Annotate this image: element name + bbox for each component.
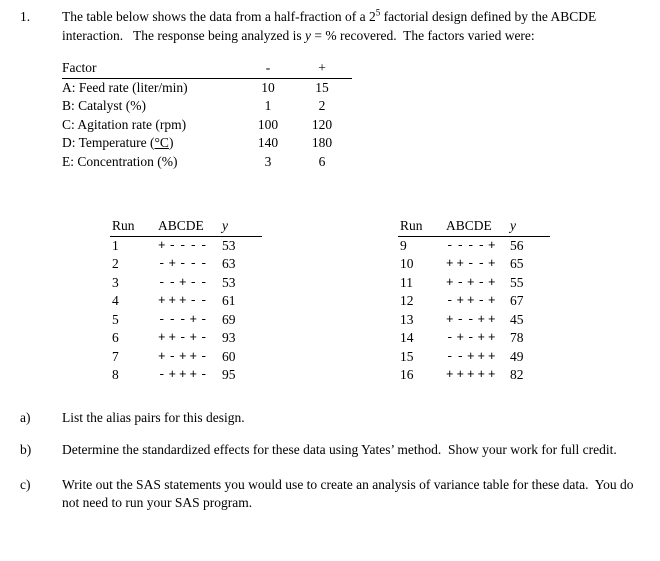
run-tables [110,217,646,385]
factor-minus-value: 3 [264,153,272,169]
run-y-value: 93 [222,330,236,345]
problem-intro [62,8,646,45]
run-signs: -+++- [158,368,211,382]
plus-level-header: + [318,60,326,75]
run-row-5 [110,311,262,330]
factor-row-b [62,97,352,116]
run-number: 10 [400,256,414,271]
run-y-value: 63 [222,256,236,271]
factor-row-e [62,153,352,172]
run-row-13 [398,311,550,330]
problem-body [62,8,646,385]
run-y-value: 67 [510,293,524,308]
run-table-left [110,217,262,385]
run-signs: +++++ [446,368,499,382]
run-y-value: 78 [510,330,524,345]
factor-plus-value: 15 [315,79,329,95]
run-y-value: 61 [222,293,236,308]
run-y-value: 60 [222,348,236,364]
part-a [20,409,660,428]
factor-minus-value: 100 [257,116,279,132]
run-y-value: 95 [222,367,236,382]
run-row-9 [398,237,550,256]
run-row-4 [110,292,262,311]
factor-row-c [62,116,352,135]
run-y-value: 53 [222,274,236,290]
run-number: 12 [400,293,414,308]
problem-1 [20,8,660,385]
run-number: 2 [112,256,119,271]
part-c-label: c) [20,476,31,492]
factor-minus-value: 10 [261,79,275,95]
run-row-14 [398,329,550,348]
run-y-value: 56 [510,237,524,253]
factor-plus-value: 120 [311,116,333,132]
run-signs: --+++ [446,349,499,364]
factor-plus-value: 6 [318,153,326,169]
run-signs: -+--- [158,257,211,271]
run-signs: +-+-+ [446,275,499,290]
run-row-15 [398,348,550,367]
run-row-12 [398,292,550,311]
intro-text-3: = % recovered. The factors varied were: [311,27,535,43]
run-y-value: 55 [510,274,524,290]
run-signs: +-++- [158,349,211,364]
factor-name-unit: °C [154,135,169,150]
run-y-value: 53 [222,237,236,253]
factor-name: B: Catalyst (%) [62,98,146,113]
run-row-1 [110,237,262,256]
intro-text-1: The table below shows the data from a half-fraction of a 2 [62,9,376,24]
run-y-value: 45 [510,311,524,327]
run-row-7 [110,348,262,367]
part-b-label: b) [20,442,32,457]
run-number: 11 [400,274,413,290]
run-header: Run [112,218,135,233]
run-y-value: 49 [510,348,524,364]
part-b [20,441,660,460]
run-signs: --+-- [158,275,211,290]
run-number: 1 [112,237,119,253]
run-number: 8 [112,367,119,382]
part-c-text: Write out the SAS statements you would use to create an analysis of variance table for these data. You do not need to run your SAS program. [62,476,637,510]
run-table-header [110,217,262,237]
run-signs: ++--+ [446,257,499,271]
run-signs: -++-+ [446,294,499,308]
run-number: 14 [400,330,414,345]
run-row-11 [398,274,550,293]
factor-minus-value: 140 [257,135,279,150]
run-signs: ----+ [446,238,499,253]
factor-table-header [62,59,352,79]
run-y-value: 65 [510,256,524,271]
run-number: 6 [112,330,119,345]
run-number: 9 [400,237,407,253]
factor-name: E: Concentration (%) [62,153,178,169]
run-table-header [398,217,550,237]
run-signs: +---- [158,238,211,253]
part-a-text: List the alias pairs for this design. [62,409,245,425]
run-signs: +--++ [446,312,499,327]
run-number: 16 [400,367,414,382]
factor-name: A: Feed rate (liter/min) [62,79,188,95]
y-header: y [222,218,228,233]
factor-row-a [62,79,352,98]
run-row-2 [110,255,262,274]
factor-name-post: ) [168,135,174,150]
run-number: 4 [112,293,119,308]
run-y-value: 82 [510,367,524,382]
run-y-value: 69 [222,311,236,327]
exponent: 5 [375,7,381,18]
factor-name: C: Agitation rate (rpm) [62,116,187,132]
run-row-3 [110,274,262,293]
run-number: 5 [112,311,119,327]
run-row-6 [110,329,262,348]
problem-number: 1. [20,9,31,24]
run-row-10 [398,255,550,274]
factor-minus-value: 1 [264,98,272,113]
factor-row-d [62,134,352,153]
response-variable-symbol: y [305,27,312,43]
y-header: y [510,218,516,233]
factor-plus-value: 2 [318,98,326,113]
run-row-8 [110,366,262,385]
run-number: 13 [400,311,414,327]
run-signs: +++-- [158,294,211,308]
run-signs: ++-+- [158,331,211,345]
run-number: 7 [112,348,119,364]
run-header: Run [400,218,423,233]
run-number: 15 [400,348,414,364]
factor-name-pre: D: Temperature ( [62,135,155,150]
factor-name [62,134,244,153]
run-table-right [398,217,550,385]
run-signs: ---+- [158,312,211,327]
run-signs: -+-++ [446,331,499,345]
part-b-text: Determine the standardized effects for these data using Yates’ method. Show your work for full credit. [62,442,617,457]
run-row-16 [398,366,550,385]
abcde-header: ABCDE [158,218,204,233]
factor-header-label: Factor [62,60,97,75]
intro-text-2: factorial design defined by the ABCDE interaction. The response being analyzed is [62,9,600,43]
factor-plus-value: 180 [311,135,333,150]
part-a-label: a) [20,409,31,425]
factor-table [62,59,352,171]
run-number: 3 [112,274,119,290]
minus-level-header: - [265,60,271,75]
part-c [20,476,660,513]
abcde-header: ABCDE [446,218,492,233]
